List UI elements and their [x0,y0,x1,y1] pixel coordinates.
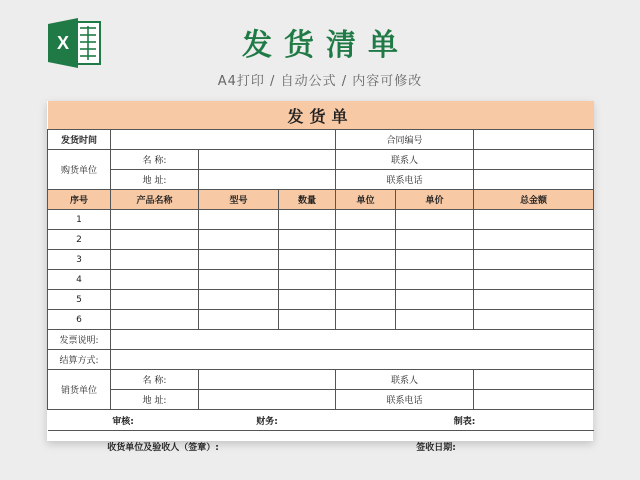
cell[interactable] [336,290,396,310]
buyer-address-value[interactable] [199,170,336,190]
ship-time-label: 发货时间 [48,130,111,150]
cell[interactable] [199,290,279,310]
cell[interactable] [199,270,279,290]
cell[interactable] [111,250,199,270]
col-header: 序号 [48,190,111,210]
page-title: 发货清单 [242,28,410,63]
table-row [48,250,594,270]
cell[interactable] [474,250,594,270]
cell[interactable] [336,210,396,230]
page-subtitle: A4打印 / 自动公式 / 内容可修改 [217,74,423,89]
seller-address-label: 地 址: [111,390,199,410]
cell[interactable] [111,310,199,330]
seller-address-value[interactable] [199,390,336,410]
cell[interactable] [474,310,594,330]
cell[interactable] [279,210,336,230]
cell[interactable] [111,210,199,230]
contract-no-value[interactable] [474,130,594,150]
cell[interactable] [336,230,396,250]
buyer-label: 购货单位 [48,150,111,190]
col-header: 产品名称 [111,190,199,210]
cell[interactable] [474,210,594,230]
table-row [48,310,594,330]
seller-name-value[interactable] [199,370,336,390]
table-row [48,210,594,230]
cell[interactable] [474,230,594,250]
cell[interactable] [279,310,336,330]
table-row [48,270,594,290]
buyer-name-value[interactable] [199,150,336,170]
contract-no-label: 合同编号 [336,130,474,150]
table-row [48,230,594,250]
cell[interactable] [336,310,396,330]
cell[interactable] [474,270,594,290]
cell[interactable] [279,230,336,250]
row-number: 4 [48,270,111,290]
settlement-value[interactable] [111,350,594,370]
cell[interactable] [396,310,474,330]
row-number: 1 [48,210,111,230]
cell[interactable] [396,250,474,270]
receiver-label: 收货单位及验收人（签章）: [48,431,279,462]
cell[interactable] [199,250,279,270]
cell[interactable] [111,230,199,250]
sheet-title: 发货单 [48,101,594,130]
receive-date-label: 签收日期: [279,431,594,462]
delivery-table [47,101,594,461]
finance-label: 财务: [199,410,336,431]
cell[interactable] [396,230,474,250]
cell[interactable] [336,270,396,290]
column-header-row [48,190,594,210]
cell[interactable] [474,290,594,310]
cell[interactable] [199,310,279,330]
cell[interactable] [111,290,199,310]
cell[interactable] [396,210,474,230]
buyer-name-label: 名 称: [111,150,199,170]
col-header: 单价 [396,190,474,210]
seller-name-label: 名 称: [111,370,199,390]
seller-contact-label: 联系人 [336,370,474,390]
cell[interactable] [396,270,474,290]
buyer-address-label: 地 址: [111,170,199,190]
svg-text:X: X [56,33,70,53]
cell[interactable] [279,270,336,290]
buyer-phone-label: 联系电话 [336,170,474,190]
audit-label: 审核: [48,410,199,431]
invoice-value[interactable] [111,330,594,350]
cell[interactable] [199,230,279,250]
cell[interactable] [396,290,474,310]
settlement-label: 结算方式: [48,350,111,370]
maker-label: 制表: [336,410,594,431]
col-header: 数量 [279,190,336,210]
seller-phone-value[interactable] [474,390,594,410]
row-number: 5 [48,290,111,310]
receipt-row [48,431,594,462]
buyer-contact-value[interactable] [474,150,594,170]
seller-label: 销货单位 [48,370,111,410]
cell[interactable] [336,250,396,270]
row-number: 2 [48,230,111,250]
col-header: 型号 [199,190,279,210]
cell[interactable] [279,290,336,310]
invoice-label: 发票说明: [48,330,111,350]
col-header: 总金额 [474,190,594,210]
table-row [48,290,594,310]
seller-contact-value[interactable] [474,370,594,390]
row-number: 6 [48,310,111,330]
seller-phone-label: 联系电话 [336,390,474,410]
cell[interactable] [279,250,336,270]
signature-row [48,410,594,431]
col-header: 单位 [336,190,396,210]
cell[interactable] [199,210,279,230]
row-number: 3 [48,250,111,270]
buyer-phone-value[interactable] [474,170,594,190]
buyer-contact-label: 联系人 [336,150,474,170]
cell[interactable] [111,270,199,290]
delivery-sheet [47,101,593,453]
ship-time-value[interactable] [111,130,336,150]
